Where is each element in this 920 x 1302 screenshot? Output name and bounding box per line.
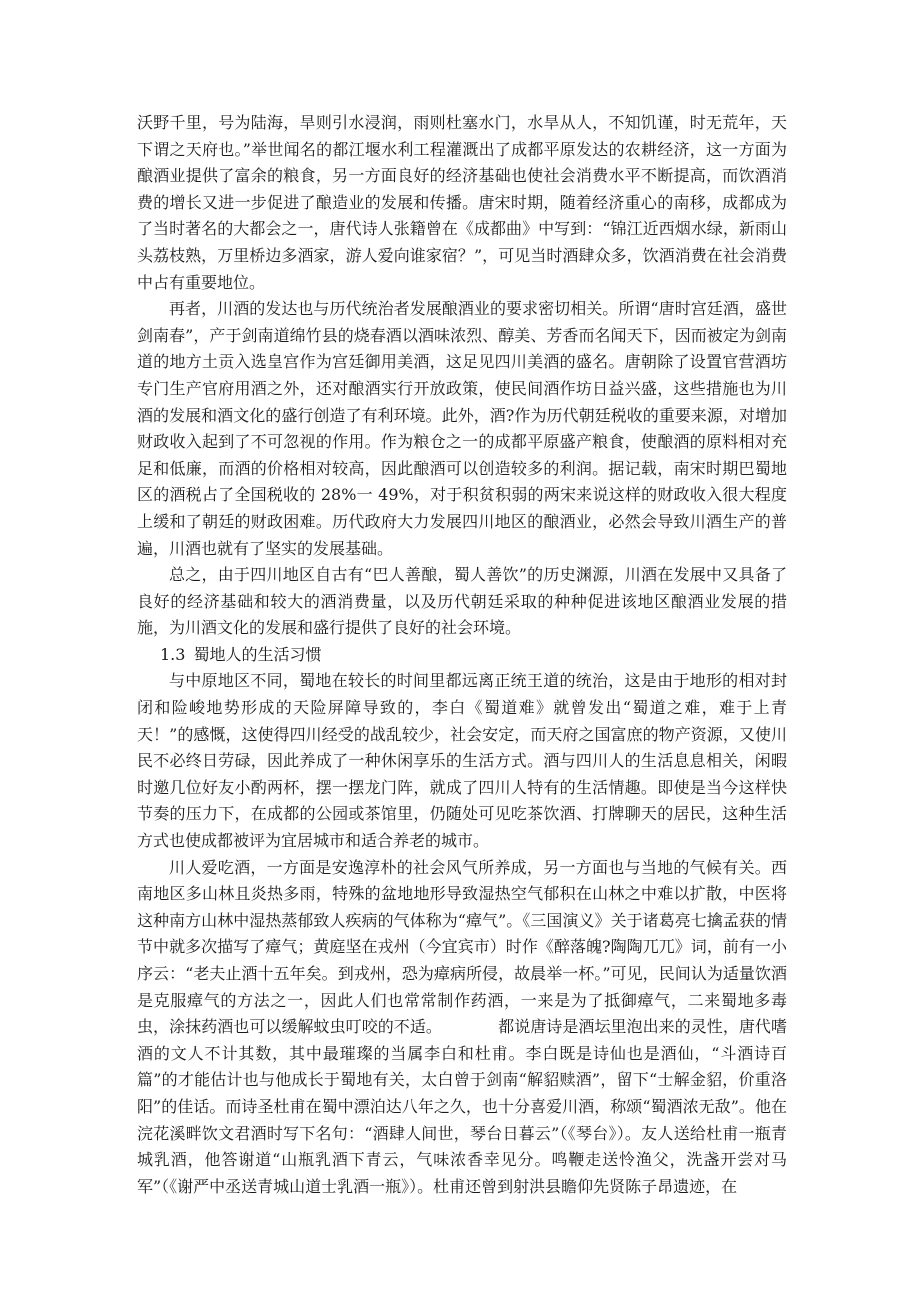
section-heading xyxy=(137,642,787,669)
paragraph-5: 川人爱吃酒，一方面是安逸淳朴的社会风气所养成，另一方面也与当地的气候有关。西南地区多山林且炎热多雨，特殊的盆地地形导致湿热空气郁积在山林之中难以扩散，中医将这种南方山林中湿热蒸郁致人疾病的气体称为“瘴气”。《三国演义》关于诸葛亮七擒孟获的情节中就多次描写了瘴气；黄庭坚在戎州（今宜宾市）时作《醉落魄?陶陶兀兀》词，前有一小序云：“老夫止酒十五年矣。到戎州，恐为瘴病所侵，故晨举一杯。”可见，民间认为适量饮酒是克服瘴气的方法之一，因此人们也常常制作药酒，一来是为了抵御瘴气，二来蜀地多毒虫，涂抹药酒也可以缓解蚊虫叮咬的不适。 都说唐诗是酒坛里泡出来的灵性，唐代嗜酒的文人不计其数，其中最璀璨的当属李白和杜甫。李白既是诗仙也是酒仙，“斗酒诗百篇”的才能估计也与他成长于蜀地有关，太白曾于剑南“解貂赎酒”，留下“士解金貂，价重洛阳”的佳话。而诗圣杜甫在蜀中漂泊达八年之久，也十分喜爱川酒，称颂“蜀酒浓无敌”。他在浣花溪畔饮文君酒时写下名句：“酒肆人间世，琴台日暮云”（《琴台》）。友人送给杜甫一瓶青城乳酒，他答谢道“山瓶乳酒下青云，气味浓香幸见分。鸣鞭走送怜渔父，洗盏开尝对马军”（《谢严中丞送青城山道士乳酒一瓶》）。杜甫还曾到射洪县瞻仰先贤陈子昂遗迹，在 xyxy=(137,857,787,1196)
section-title: 蜀地人的生活习惯 xyxy=(193,644,322,664)
paragraph-3: 总之，由于四川地区自古有“巴人善酿，蜀人善饮”的历史渊源，川酒在发展中又具备了良好的经济基础和较大的酒消费量，以及历代朝廷采取的种种促进该地区酿酒业发展的措施，为川酒文化的发展和盛行提供了良好的社会环境。 xyxy=(137,565,787,638)
section-number: 1.3 xyxy=(160,644,186,664)
document-page xyxy=(137,110,787,1200)
paragraph-2: 再者，川酒的发达也与历代统治者发展酿酒业的要求密切相关。所谓“唐时宫廷酒，盛世剑南春”，产于剑南道绵竹县的烧春酒以酒味浓烈、醇美、芳香而名闻天下，因而被定为剑南道的地方土贡入选皇宫作为宫廷御用美酒，这足见四川美酒的盛名。唐朝除了设置官营酒坊专门生产官府用酒之外，还对酿酒实行开放政策，使民间酒作坊日益兴盛，这些措施也为川酒的发展和酒文化的盛行创造了有利环境。此外，酒?作为历代朝廷税收的重要来源，对增加财政收入起到了不可忽视的作用。作为粮仓之一的成都平原盛产粮食，使酿酒的原料相对充足和低廉，而酒的价格相对较高，因此酿酒可以创造较多的利润。据记载，南宋时期巴蜀地区的酒税占了全国税收的 28%一 49%，对于积贫积弱的两宋来说这样的财政收入很大程度上缓和了朝廷的财政困难。历代政府大力发展四川地区的酿酒业，必然会导致川酒生产的普遍，川酒也就有了坚实的发展基础。 xyxy=(137,299,787,558)
paragraph-4: 与中原地区不同，蜀地在较长的时间里都远离正统王道的统治，这是由于地形的相对封闭和险峻地势形成的天险屏障导致的，李白《蜀道难》就曾发出“蜀道之难，难于上青天！”的感慨，这使得四川经受的战乱较少，社会安定，而天府之国富庶的物产资源，又使川民不必终日劳碌，因此养成了一种休闲享乐的生活方式。酒与四川人的生活息息相关，闲暇时邀几位好友小酌两杯，摆一摆龙门阵，就成了四川人特有的生活情趣。即使是当今这样快节奏的压力下，在成都的公园或茶馆里，仍随处可见吃茶饮酒、打牌聊天的居民，这种生活方式也使成都被评为宜居城市和适合养老的城市。 xyxy=(137,671,787,851)
paragraph-1: 沃野千里，号为陆海，旱则引水浸润，雨则杜塞水门，水旱从人，不知饥谨，时无荒年，天下谓之天府也。”举世闻名的都江堰水利工程灌溉出了成都平原发达的农耕经济，这一方面为酿酒业提供了富余的粮食，另一方面良好的经济基础也使社会消费水平不断提高，而饮酒消费的增长又进一步促进了酿造业的发展和传播。唐宋时期，随着经济重心的南移，成都成为了当时著名的大都会之一，唐代诗人张籍曾在《成都曲》中写到：“锦江近西烟水绿，新雨山头荔枝熟，万里桥边多酒家，游人爱向谁家宿？”，可见当时酒肆众多，饮酒消费在社会消费中占有重要地位。 xyxy=(137,113,787,292)
